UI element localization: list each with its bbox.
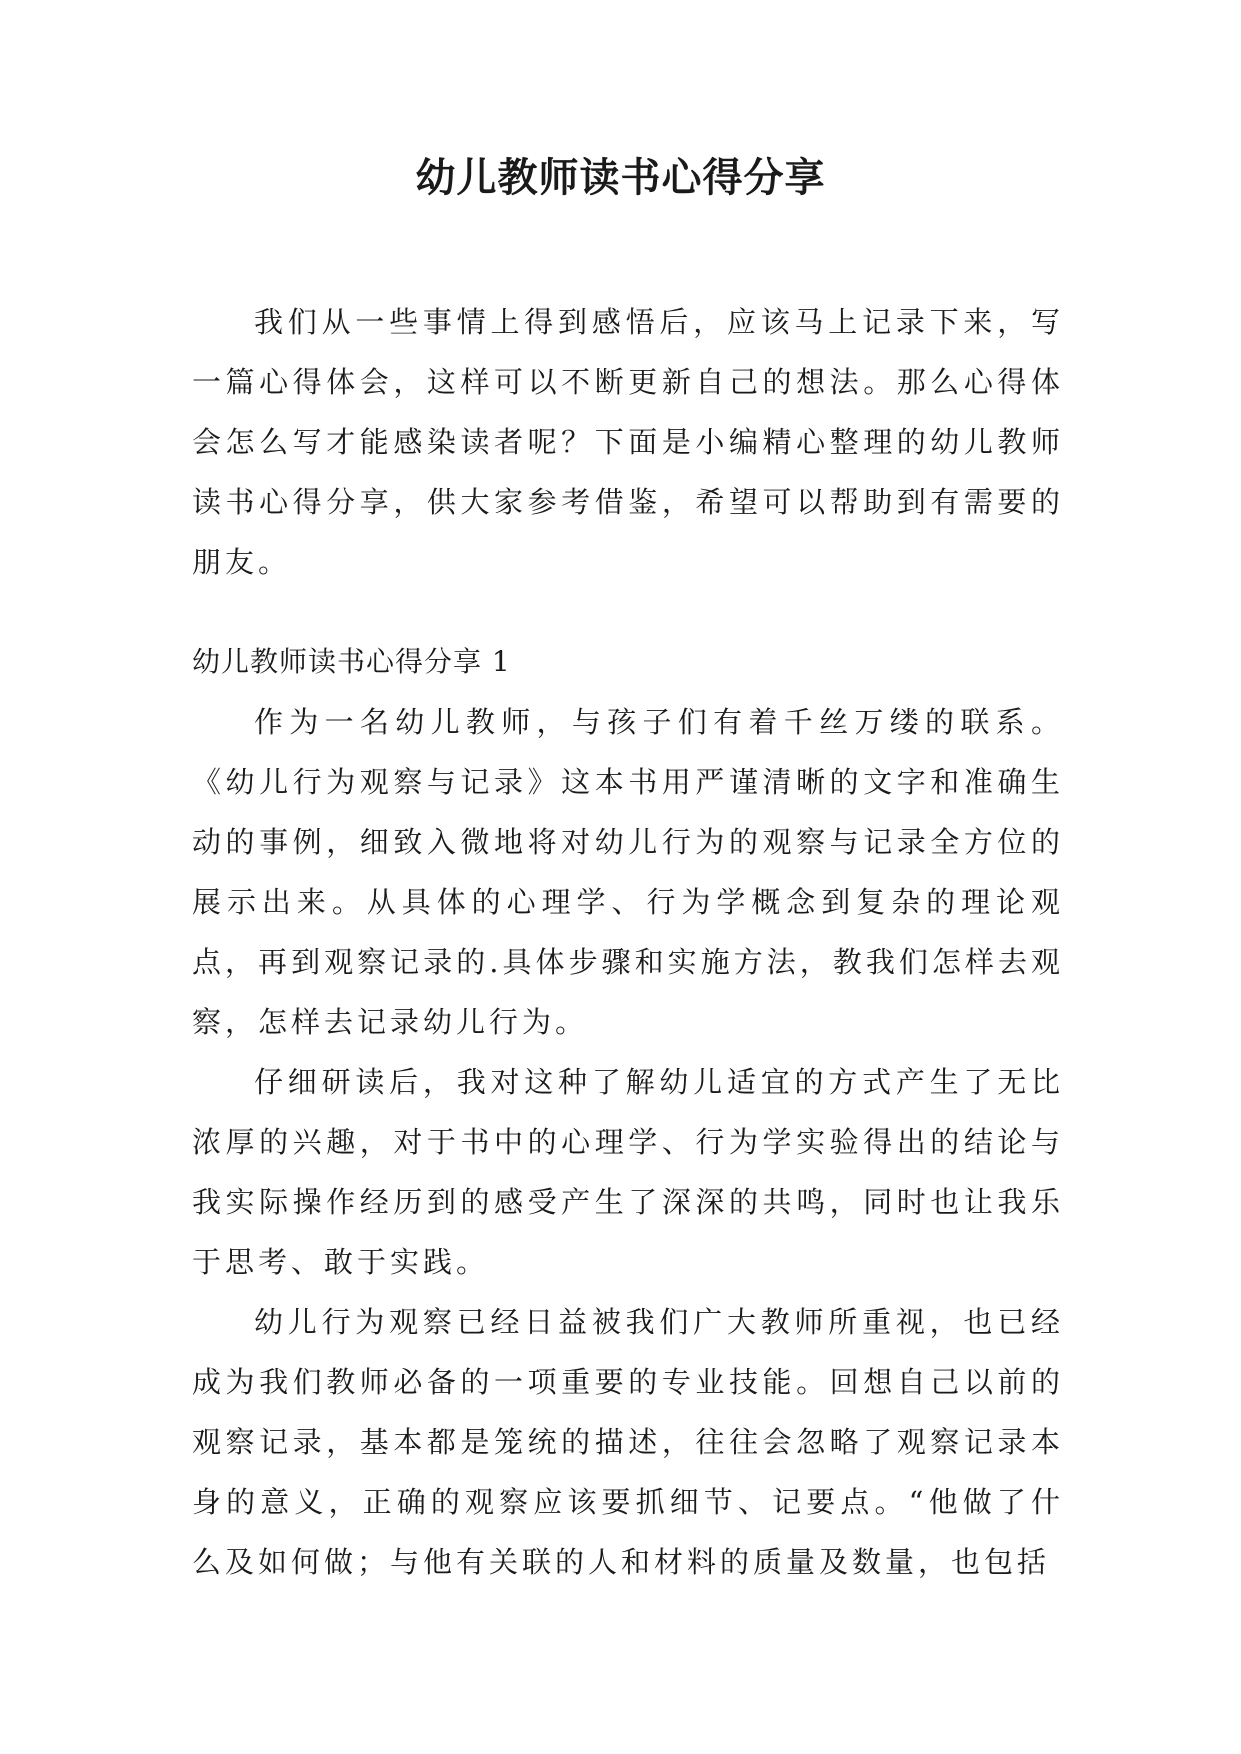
section-heading: 幼儿教师读书心得分享 1 [192, 645, 511, 678]
body-paragraph-2: 仔细研读后，我对这种了解幼儿适宜的方式产生了无比浓厚的兴趣，对于书中的心理学、行为学实验得出的结论与我实际操作经历到的感受产生了深深的共鸣，同时也让我乐于思考、敢于实践。 [192, 1065, 1064, 1279]
document-body [192, 292, 1064, 1592]
intro-paragraph: 我们从一些事情上得到感悟后，应该马上记录下来，写一篇心得体会，这样可以不断更新自己的想法。那么心得体会怎么写才能感染读者呢？下面是小编精心整理的幼儿教师读书心得分享，供大家参考借鉴，希望可以帮助到有需要的朋友。 [192, 305, 1064, 579]
document-title: 幼儿教师读书心得分享 [415, 155, 826, 201]
body-paragraph-3: 幼儿行为观察已经日益被我们广大教师所重视，也已经成为我们教师必备的一项重要的专业技能。回想自己以前的观察记录，基本都是笼统的描述，往往会忽略了观察记录本身的意义，正确的观察应该要抓细节、记要点。“他做了什么及如何做；与他有关联的人和材料的质量及数量，也包括 [192, 1305, 1064, 1579]
body-paragraph-1: 作为一名幼儿教师，与孩子们有着千丝万缕的联系。《幼儿行为观察与记录》这本书用严谨清晰的文字和准确生动的事例，细致入微地将对幼儿行为的观察与记录全方位的展示出来。从具体的心理学、行为学概念到复杂的理论观点，再到观察记录的.具体步骤和实施方法，教我们怎样去观察，怎样去记录幼儿行为。 [192, 705, 1064, 1039]
